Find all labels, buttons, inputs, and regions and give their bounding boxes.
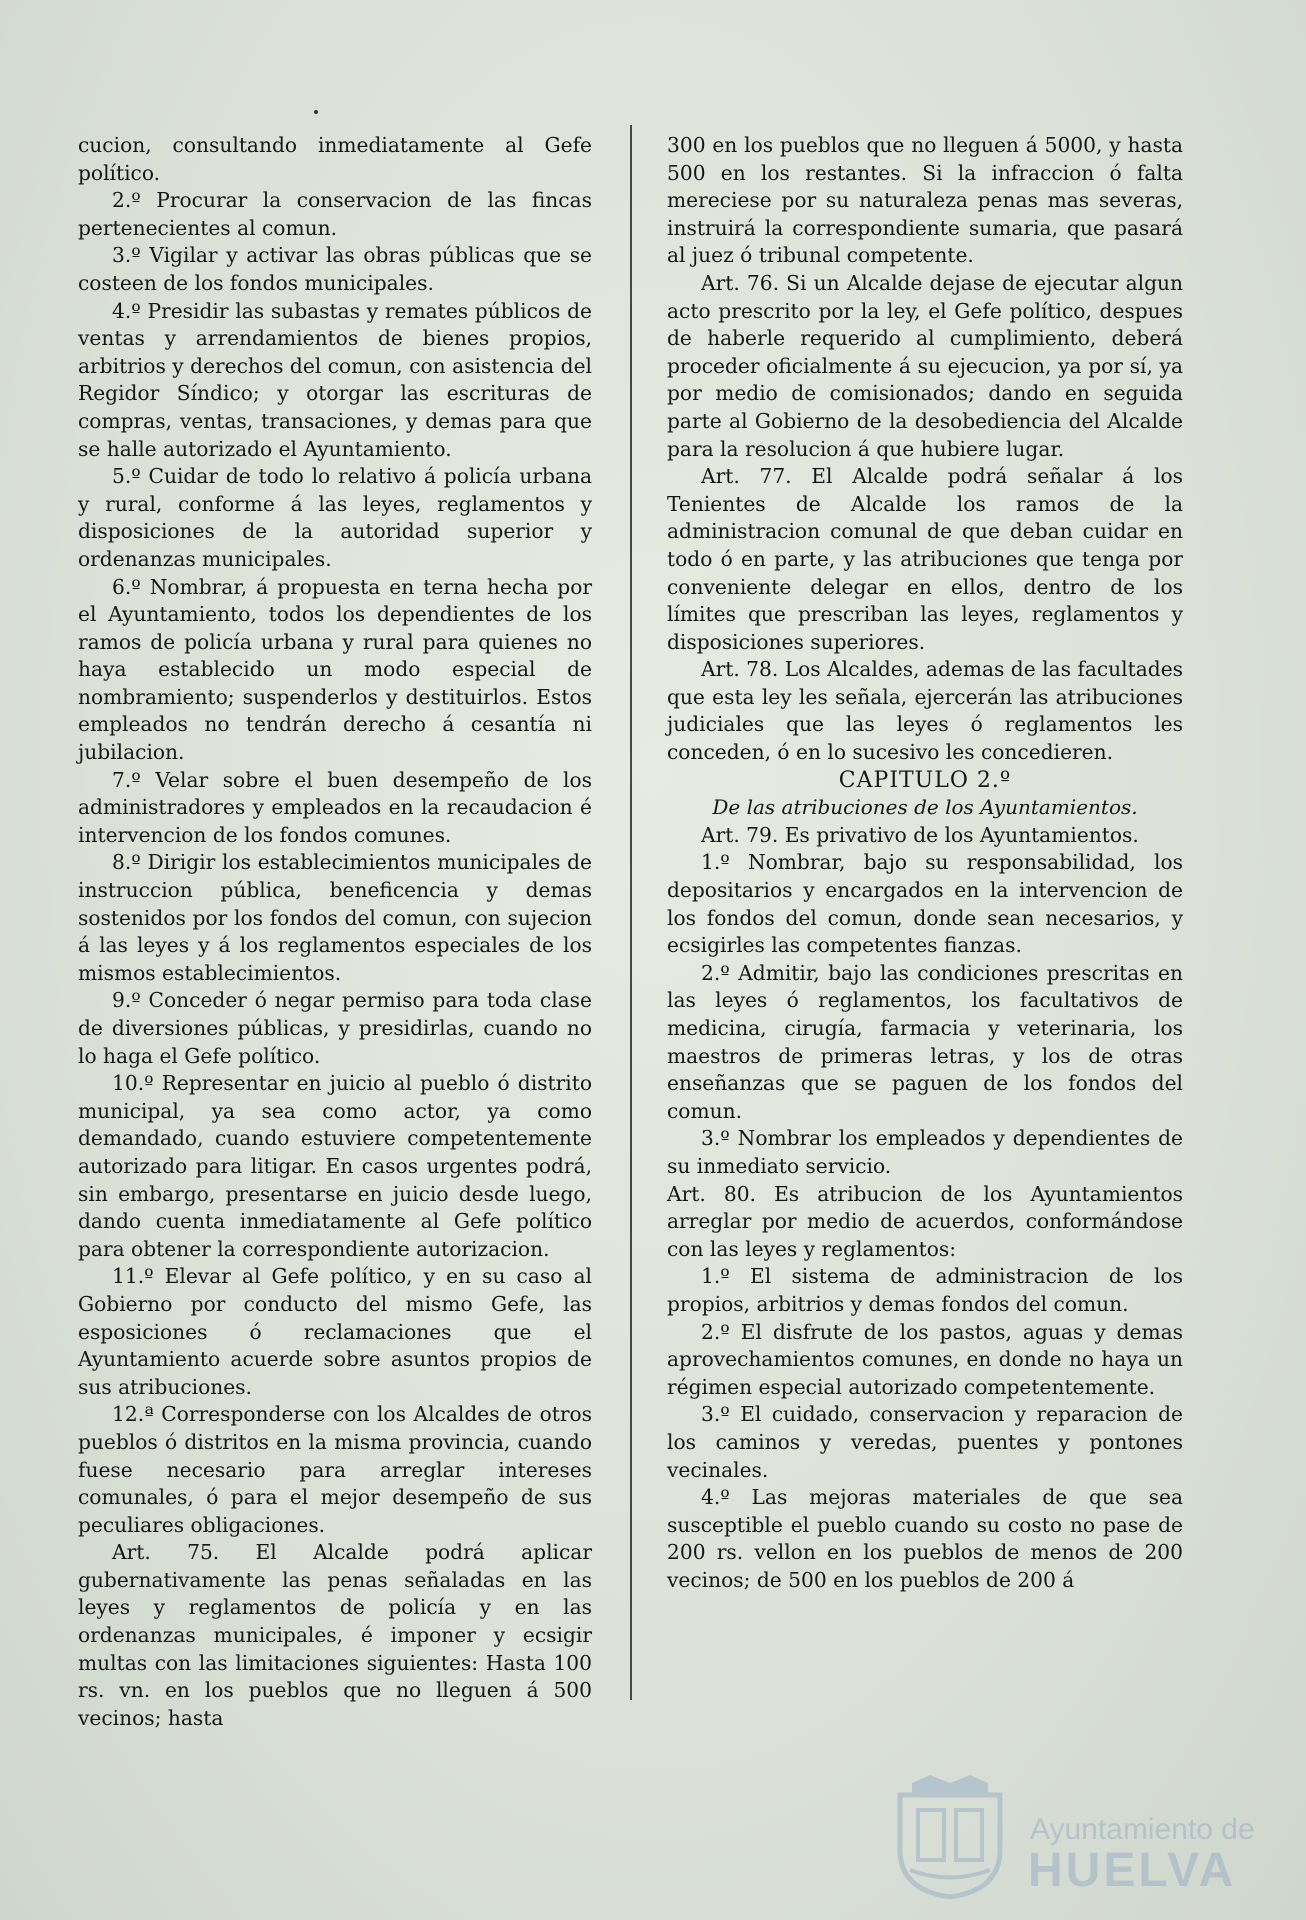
paragraph: 300 en los pueblos que no lleguen á 5000, y hasta 500 en los restantes. Si la infraccion ó falta mereciese por su naturaleza penas mas severas, instruirá la correspondiente sumaria, que pasará al juez ó tribunal competente. bbox=[667, 133, 1183, 268]
paragraph: 1.º El sistema de administracion de los propios, arbitrios y demas fondos del comun. bbox=[667, 1264, 1183, 1316]
paragraph: Art. 76. Si un Alcalde dejase de ejecutar algun acto prescrito por la ley, el Gefe político, despues de haberle requerido al cumplimiento, deberá proceder oficialmente á su ejecucion, ya por sí, ya por medio de comisionados; dando en seguida parte al Gobierno de la desobediencia del Alcalde para la resolucion á que hubiere lugar. bbox=[667, 270, 1183, 461]
paragraph: 3.º Vigilar y activar las obras públicas que se costeen de los fondos municipales. bbox=[78, 243, 592, 295]
paragraph: 3.º Nombrar los empleados y dependientes de su inmediato servicio. bbox=[667, 1126, 1183, 1178]
right-column bbox=[667, 132, 1183, 1594]
paragraph: Art. 77. El Alcalde podrá señalar á los Tenientes de Alcalde los ramos de la administracion comunal de que deban cuidar en todo ó en parte, y las atribuciones que tenga por conveniente delegar en ellos, dentro de los límites que prescriban las leyes, reglamentos y disposiciones superiores. bbox=[667, 464, 1183, 654]
paragraph: 4.º Presidir las subastas y remates públicos de ventas y arrendamientos de bienes propios, arbitrios y derechos del comun, con asistencia del Regidor Síndico; y otorgar las escrituras de compras, ventas, transaciones, y demas para que se halle autorizado el Ayuntamiento. bbox=[78, 298, 592, 461]
ink-dot bbox=[314, 110, 318, 114]
paragraph: 6.º Nombrar, á propuesta en terna hecha por el Ayuntamiento, todos los dependientes de los ramos de policía urbana y rural para quienes no haya establecido un modo especial de nombramiento; suspenderlos y destituirlos. Estos empleados no tendrán derecho á cesantía ni jubilacion. bbox=[78, 574, 592, 765]
watermark-line1: Ayuntamiento de bbox=[1030, 1813, 1255, 1846]
paragraph: 3.º El cuidado, conservacion y reparacion de los caminos y veredas, puentes y pontones vecinales. bbox=[667, 1402, 1183, 1482]
watermark-line2: HUELVA bbox=[1028, 1844, 1237, 1897]
paragraph: 11.º Elevar al Gefe político, y en su caso al Gobierno por conducto del mismo Gefe, las esposiciones ó reclamaciones que el Ayuntamiento acuerde sobre asuntos propios de sus atribuciones. bbox=[78, 1264, 592, 1399]
paragraph: 7.º Velar sobre el buen desempeño de los administradores y empleados en la recaudacion é intervencion de los fondos comunes. bbox=[78, 767, 592, 847]
paragraph: Art. 79. Es privativo de los Ayuntamientos. bbox=[701, 822, 1139, 847]
paragraph: Art. 75. El Alcalde podrá aplicar gubernativamente las penas señaladas en las leyes y reglamentos de policía y en las ordenanzas municipales, é imponer y ecsigir multas con las limitaciones siguientes: Hasta 100 rs. vn. en los pueblos que no lleguen á 500 vecinos; hasta bbox=[78, 1540, 592, 1730]
paragraph: 8.º Dirigir los establecimientos municipales de instruccion pública, beneficencia y demas sostenidos por los fondos del comun, con sujecion á las leyes y á los reglamentos especiales de los mismos establecimientos. bbox=[78, 850, 592, 985]
paragraph: Art. 78. Los Alcaldes, ademas de las facultades que esta ley les señala, ejercerán las atribuciones judiciales que las leyes ó reglamentos les conceden, ó en lo sucesivo les concedieren. bbox=[667, 657, 1183, 765]
watermark bbox=[890, 1775, 1255, 1905]
paragraph: 2.º El disfrute de los pastos, aguas y demas aprovechamientos comunes, en donde no haya un régimen especial autorizado competentemente. bbox=[667, 1319, 1183, 1399]
left-column bbox=[78, 132, 592, 1732]
paragraph: 9.º Conceder ó negar permiso para toda clase de diversiones públicas, y presidirlas, cuando no lo haga el Gefe político. bbox=[78, 988, 592, 1068]
city-shield-icon bbox=[890, 1775, 1010, 1900]
paragraph: 12.ª Corresponderse con los Alcaldes de otros pueblos ó distritos en la misma provincia, cuando fuese necesario para arreglar intereses comunales, ó para el mejor desempeño de sus peculiares obligaciones. bbox=[78, 1402, 592, 1537]
chapter-title: CAPITULO 2.º bbox=[838, 767, 1012, 793]
column-divider bbox=[630, 125, 632, 1700]
paragraph: 2.º Procurar la conservacion de las fincas pertenecientes al comun. bbox=[78, 188, 592, 240]
right-column-bottom bbox=[667, 822, 1183, 1595]
paragraph: 2.º Admitir, bajo las condiciones prescritas en las leyes ó reglamentos, los facultativos de medicina, cirugía, farmacia y veterinaria, los maestros de primeras letras, y los de otras enseñanzas que se paguen de los fondos del comun. bbox=[667, 960, 1183, 1123]
paragraph: 4.º Las mejoras materiales de que sea susceptible el pueblo cuando su costo no pase de 200 rs. vellon en los pueblos de menos de 200 vecinos; de 500 en los pueblos de 200 á bbox=[667, 1485, 1183, 1592]
paragraph: 10.º Representar en juicio al pueblo ó distrito municipal, ya sea como actor, ya como demandado, cuando estuviere competentemente autorizado para litigar. En casos urgentes podrá, sin embargo, presentarse en juicio desde luego, dando cuenta inmediatamente al Gefe político para obtener la correspondiente autorizacion. bbox=[78, 1071, 592, 1261]
chapter-subtitle: De las atribuciones de los Ayuntamientos. bbox=[712, 795, 1138, 820]
paragraph: 5.º Cuidar de todo lo relativo á policía urbana y rural, conforme á las leyes, reglamentos y disposiciones de la autoridad superior y ordenanzas municipales. bbox=[78, 464, 592, 571]
paragraph: cucion, consultando inmediatamente al Gefe político. bbox=[78, 133, 592, 185]
paragraph: Art. 80. Es atribucion de los Ayuntamientos arreglar por medio de acuerdos, conformándose con las leyes y reglamentos: bbox=[667, 1181, 1183, 1261]
paragraph: 1.º Nombrar, bajo su responsabilidad, los depositarios y encargados en la intervencion de los fondos del comun, donde sean necesarios, y ecsigirles las competentes fianzas. bbox=[667, 850, 1183, 958]
right-column-top bbox=[667, 132, 1183, 767]
